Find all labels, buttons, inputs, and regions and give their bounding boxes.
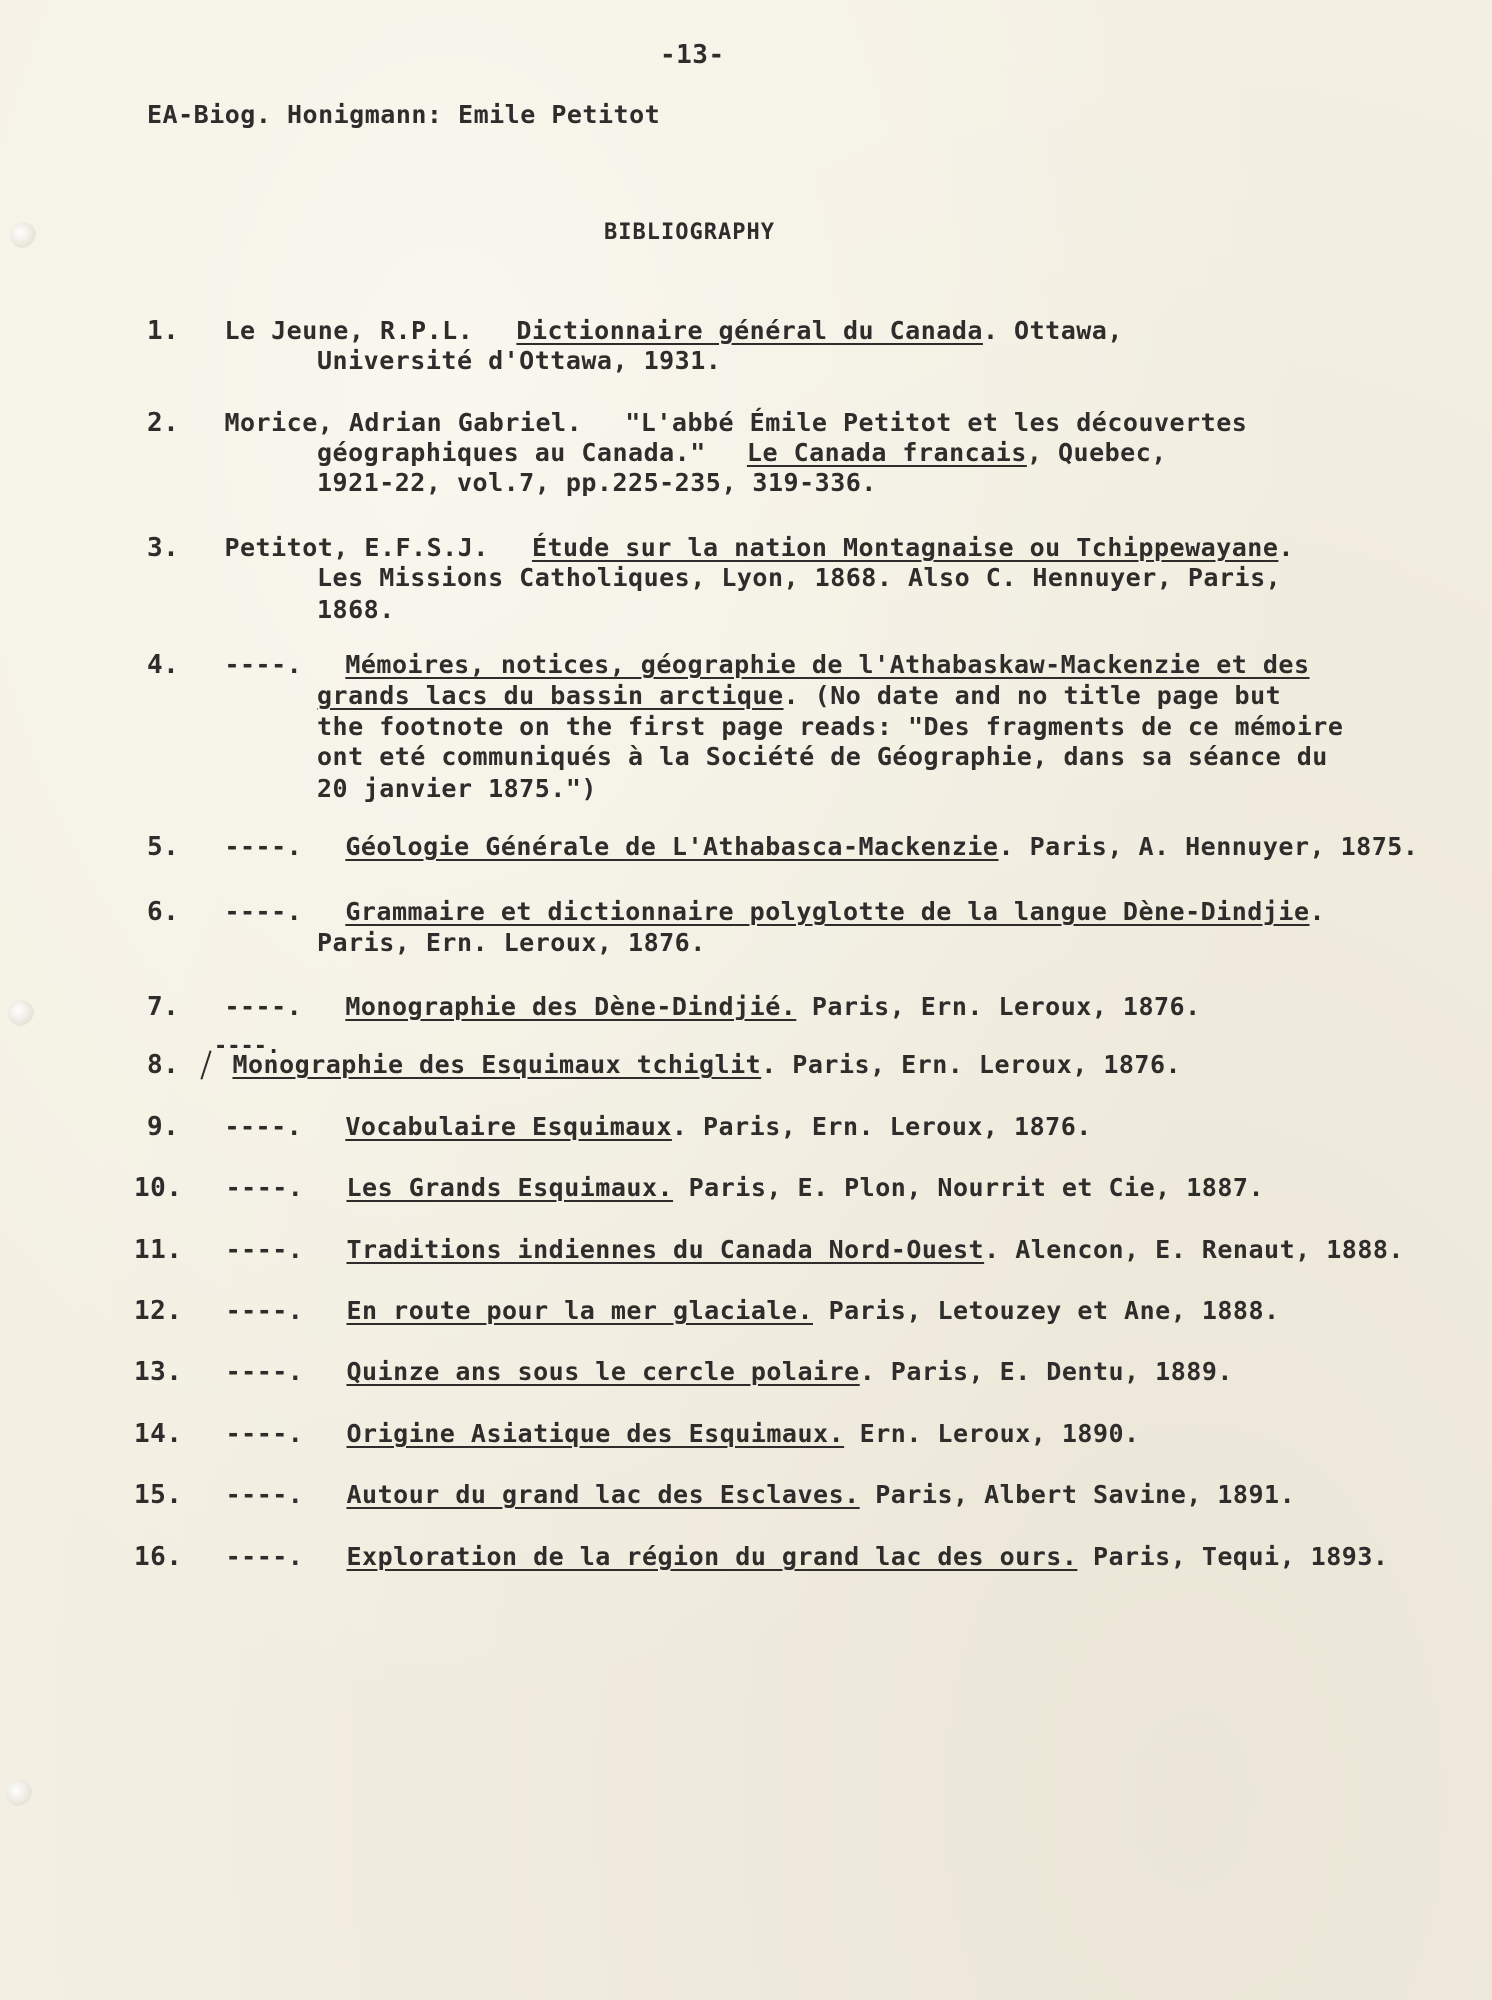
entry-author: ----. xyxy=(224,650,303,679)
entry-number: 8. xyxy=(147,1050,180,1080)
entry-number: 3. xyxy=(147,533,180,563)
list-item xyxy=(147,994,1201,1020)
entry-number: 5. xyxy=(147,832,180,862)
entry-title: Monographie des Esquimaux tchiglit xyxy=(232,1050,762,1079)
entry-author: ----. xyxy=(225,1235,304,1264)
entry-number: 6. xyxy=(147,897,180,927)
entry-publication: Paris, Letouzey et Ane, 1888. xyxy=(813,1296,1280,1325)
list-item xyxy=(134,1359,1233,1385)
entry-note: . (No date and no title page but xyxy=(783,681,1282,710)
entry-author: ----. xyxy=(225,1542,304,1571)
entry-title: Vocabulaire Esquimaux xyxy=(345,1112,672,1141)
entry-number: 11. xyxy=(134,1235,183,1265)
section-title: BIBLIOGRAPHY xyxy=(604,220,775,245)
entry-title: Traditions indiennes du Canada Nord-Ouest xyxy=(346,1235,985,1264)
entry-line: the footnote on the first page reads: "Des fragments de ce mémoire xyxy=(317,712,1344,741)
entry-title: Dictionnaire général du Canada xyxy=(516,316,983,345)
entry-article-title: "L'abbé Émile Petitot et les découvertes xyxy=(625,408,1248,437)
entry-publication: . Paris, Ern. Leroux, 1876. xyxy=(671,1112,1092,1141)
entry-title: En route pour la mer glaciale. xyxy=(346,1296,814,1325)
entry-publication: . Alencon, E. Renaut, 1888. xyxy=(984,1235,1404,1264)
entry-number: 1. xyxy=(147,316,180,346)
entry-title: Étude sur la nation Montagnaise ou Tchippewayane xyxy=(531,533,1279,562)
entry-number: 15. xyxy=(134,1480,183,1510)
entry-article-title-cont: géographiques au Canada." xyxy=(317,438,706,467)
list-item xyxy=(134,1482,1295,1508)
entry-publication: . xyxy=(1309,897,1326,926)
entry-line: ont eté communiqués à la Société de Géographie, dans sa séance du xyxy=(317,742,1328,771)
entry-number: 14. xyxy=(134,1419,183,1449)
list-item xyxy=(147,834,1418,860)
entry-title: Exploration de la région du grand lac des ours. xyxy=(346,1542,1078,1571)
entry-publication: Paris, Ern. Leroux, 1876. xyxy=(796,992,1201,1021)
list-item xyxy=(134,1175,1264,1201)
list-item xyxy=(147,410,1247,436)
list-item xyxy=(147,535,1294,561)
entry-author: ----. xyxy=(224,832,303,861)
entry-number: 2. xyxy=(147,408,180,438)
entry-author: Morice, Adrian Gabriel. xyxy=(224,408,583,437)
entry-publication: . Ottawa, xyxy=(982,316,1123,345)
entry-author: ----. xyxy=(225,1419,304,1448)
entry-line: 1868. xyxy=(317,595,395,624)
entry-line xyxy=(317,440,1167,465)
entry-number: 4. xyxy=(147,650,180,680)
entry-author: ----. xyxy=(225,1480,304,1509)
list-item xyxy=(147,652,1310,678)
entry-line: Paris, Ern. Leroux, 1876. xyxy=(317,928,706,957)
list-item xyxy=(134,1237,1404,1263)
entry-publication: Paris, Tequi, 1893. xyxy=(1077,1542,1389,1571)
entry-author: Le Jeune, R.P.L. xyxy=(224,316,474,345)
pin-hole-top xyxy=(10,222,36,248)
pin-hole-middle xyxy=(8,1000,34,1026)
entry-author: ----. xyxy=(225,1357,304,1386)
list-item xyxy=(147,318,1123,344)
entry-number: 12. xyxy=(134,1296,183,1326)
entry-line: Les Missions Catholiques, Lyon, 1868. Also C. Hennuyer, Paris, xyxy=(317,563,1282,592)
entry-author: ----. xyxy=(225,1296,304,1325)
entry-publication: Paris, Albert Savine, 1891. xyxy=(859,1480,1296,1509)
entry-number: 16. xyxy=(134,1542,183,1572)
entry-publication: . xyxy=(1278,533,1294,562)
entry-title: Origine Asiatique des Esquimaux. xyxy=(346,1419,845,1448)
entry-line: 1921-22, vol.7, pp.225-235, 319-336. xyxy=(317,468,877,497)
entry-title: Géologie Générale de L'Athabasca-Mackenzie xyxy=(345,832,999,861)
entry-journal: Le Canada francais xyxy=(746,438,1027,467)
list-item xyxy=(134,1298,1280,1324)
entry-number: 10. xyxy=(134,1173,183,1203)
entry-title: Grammaire et dictionnaire polyglotte de la langue Dène-Dindjie xyxy=(345,897,1310,926)
entry-author: ----. xyxy=(225,1173,304,1202)
list-item xyxy=(147,1114,1092,1140)
entry-publication: . Paris, A. Hennuyer, 1875. xyxy=(998,832,1419,861)
page-number: -13- xyxy=(660,40,725,70)
entry-title: Monographie des Dène-Dindjié. xyxy=(345,992,797,1021)
entry-author: ----. xyxy=(224,992,303,1021)
list-item xyxy=(134,1544,1388,1570)
entry-title: Mémoires, notices, géographie de l'Athabaskaw-Mackenzie et des xyxy=(345,650,1310,679)
entry-publication: , Quebec, xyxy=(1026,438,1167,467)
list-item xyxy=(134,1421,1140,1447)
list-item xyxy=(147,1052,1181,1078)
entry-title-cont: grands lacs du bassin arctique xyxy=(317,681,784,710)
entry-title: Quinze ans sous le cercle polaire xyxy=(346,1357,860,1386)
entry-publication: . Paris, Ern. Leroux, 1876. xyxy=(761,1050,1182,1079)
entry-author: Petitot, E.F.S.J. xyxy=(224,533,489,562)
entry-number: 13. xyxy=(134,1357,183,1387)
entry-line: Université d'Ottawa, 1931. xyxy=(317,346,722,375)
entry-publication: Ern. Leroux, 1890. xyxy=(844,1419,1140,1448)
entry-line xyxy=(317,683,1281,708)
handwritten-dashes: ----. xyxy=(214,1034,281,1059)
entry-line: 20 janvier 1875.") xyxy=(317,774,597,803)
pin-hole-bottom xyxy=(6,1780,32,1806)
entry-title: Les Grands Esquimaux. xyxy=(346,1173,674,1202)
entry-author: ----. xyxy=(224,1112,303,1141)
entry-author: ----. xyxy=(224,897,303,926)
entry-number: 7. xyxy=(147,992,180,1022)
entry-publication: . Paris, E. Dentu, 1889. xyxy=(859,1357,1233,1386)
list-item xyxy=(147,899,1325,925)
document-header: EA-Biog. Honigmann: Emile Petitot xyxy=(147,100,661,129)
entry-number: 9. xyxy=(147,1112,180,1142)
entry-title: Autour du grand lac des Esclaves. xyxy=(346,1480,860,1509)
entry-publication: Paris, E. Plon, Nourrit et Cie, 1887. xyxy=(673,1173,1265,1202)
